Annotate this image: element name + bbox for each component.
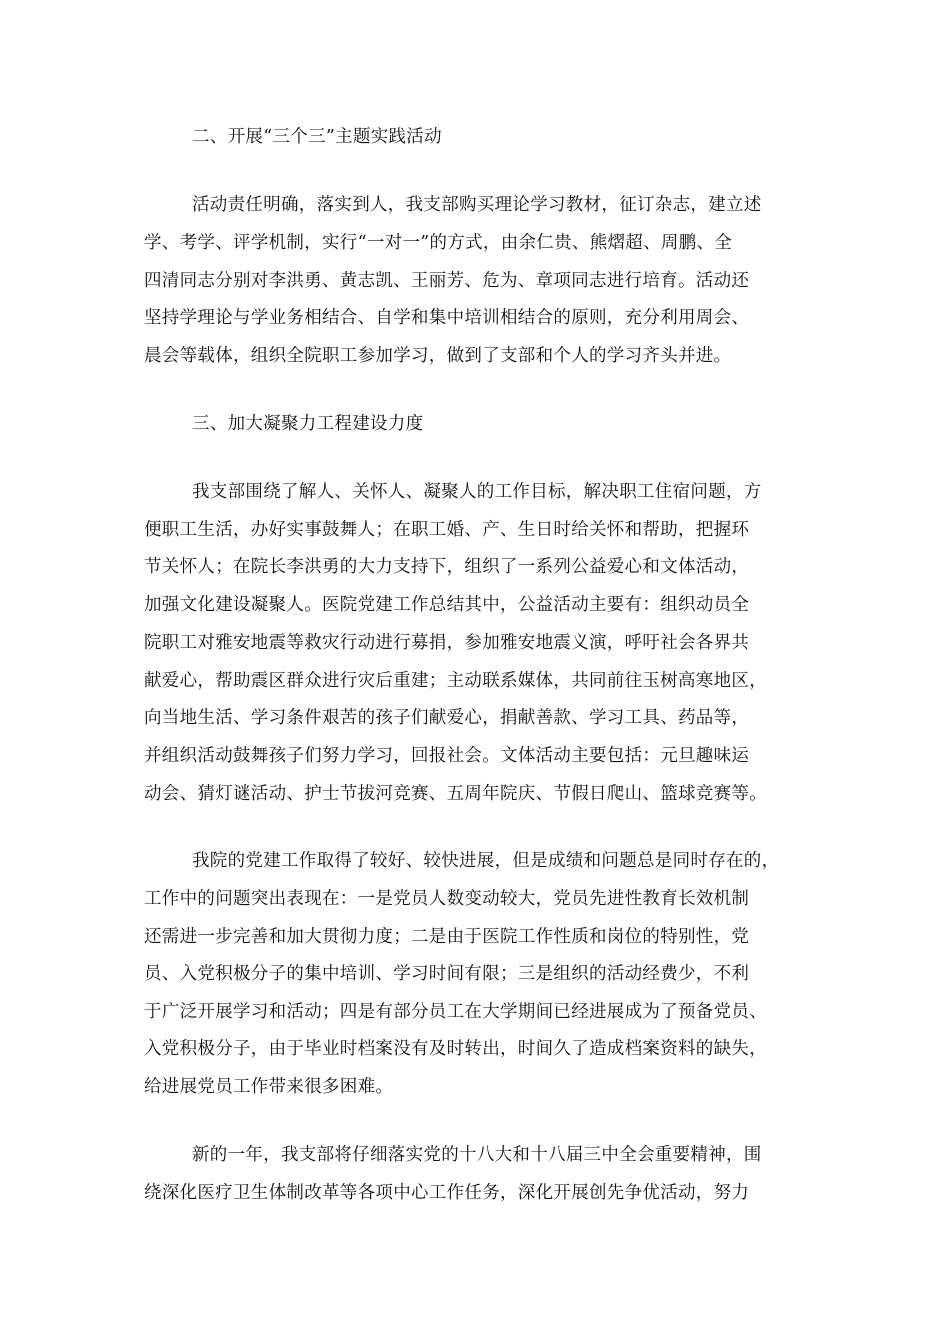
paragraph-line: 献爱心，帮助震区群众进行灾后重建；主动联系媒体，共同前往玉树高寒地区，	[144, 671, 767, 691]
paragraph-line: 向当地生活、学习条件艰苦的孩子们献爱心，捐献善款、学习工具、药品等，	[144, 708, 750, 728]
paragraph-line: 员、入党积极分子的集中培训、学习时间有限；三是组织的活动经费少，不利	[144, 964, 750, 984]
paragraph-line: 动会、猜灯谜活动、护士节拔河竞赛、五周年院庆、节假日爬山、篮球竞赛等。	[144, 784, 767, 804]
paragraph-line: 院职工对雅安地震等救灾行动进行募捐，参加雅安地震义演，呼吁社会各界共	[144, 633, 750, 653]
paragraph-line: 节关怀人；在院长李洪勇的大力支持下，组织了一系列公益爱心和文体活动，	[144, 557, 750, 577]
paragraph-line: 我支部围绕了解人、关怀人、凝聚人的工作目标，解决职工住宿问题，方	[192, 482, 762, 502]
paragraph-line: 我院的党建工作取得了较好、较快进展，但是成绩和问题总是同时存在的，	[192, 851, 780, 871]
paragraph-line: 绕深化医疗卫生体制改革等各项中心工作任务，深化开展创先争优活动，努力	[144, 1183, 750, 1203]
paragraph-line: 还需进一步完善和加大贯彻力度；二是由于医院工作性质和岗位的特别性，党	[144, 927, 750, 947]
section-heading-three: 三、加大凝聚力工程建设力度	[192, 414, 424, 434]
paragraph-line: 并组织活动鼓舞孩子们努力学习，回报社会。文体活动主要包括：元旦趣味运	[144, 746, 750, 766]
paragraph-line: 活动责任明确，落实到人，我支部购买理论学习教材，征订杂志，建立述	[192, 195, 762, 215]
paragraph-line: 便职工生活，办好实事鼓舞人；在职工婚、产、生日时给关怀和帮助，把握环	[144, 520, 750, 540]
paragraph-line: 工作中的问题突出表现在：一是党员人数变动较大，党员先进性教育长效机制	[144, 889, 750, 909]
paragraph-line: 加强文化建设凝聚人。医院党建工作总结其中，公益活动主要有：组织动员全	[144, 595, 750, 615]
paragraph-line: 学、考学、评学机制，实行“一对一”的方式，由余仁贵、熊熠超、周鹏、全	[144, 233, 733, 253]
paragraph-line: 于广泛开展学习和活动；四是有部分员工在大学期间已经进展成为了预备党员、	[144, 1002, 767, 1022]
paragraph-line: 坚持学理论与学业务相结合、自学和集中培训相结合的原则，充分利用周会、	[144, 308, 750, 328]
section-heading-two: 二、开展“三个三”主题实践活动	[192, 127, 442, 147]
paragraph-line: 入党积极分子，由于毕业时档案没有及时转出，时间久了造成档案资料的缺失，	[144, 1039, 767, 1059]
paragraph-line: 给进展党员工作带来很多困难。	[144, 1077, 394, 1097]
paragraph-line: 新的一年，我支部将仔细落实党的十八大和十八届三中全会重要精神，围	[192, 1145, 762, 1165]
paragraph-line: 四清同志分别对李洪勇、黄志凯、王丽芳、危为、章项同志进行培育。活动还	[144, 271, 750, 291]
paragraph-line: 晨会等载体，组织全院职工参加学习，做到了支部和个人的学习齐头并进。	[144, 346, 732, 366]
